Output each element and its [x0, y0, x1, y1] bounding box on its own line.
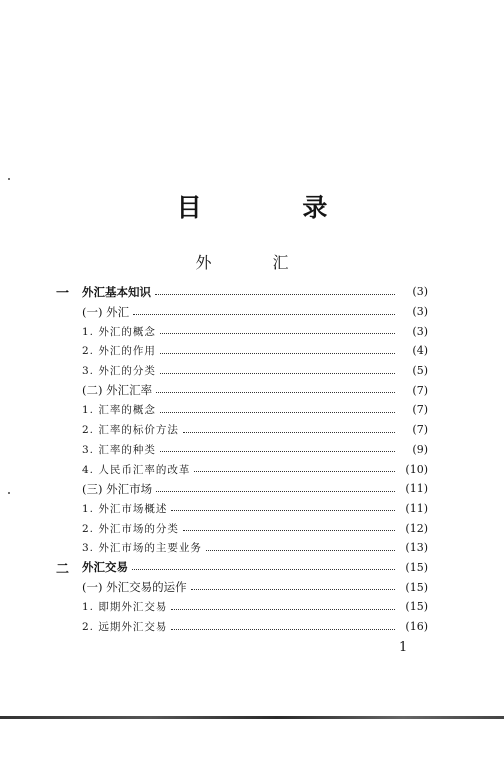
toc-entry-label: 外汇基本知识 [82, 284, 151, 299]
toc-entry-label: 3. 外汇市场的主要业务 [82, 542, 202, 555]
toc-entry [56, 341, 428, 361]
toc-page-ref: (3) [412, 324, 428, 338]
toc-page-ref: (10) [405, 462, 428, 476]
toc-entry-label: 1. 汇率的概念 [82, 404, 156, 417]
toc-entry-label: 1. 外汇的概念 [82, 325, 156, 338]
toc-page-ref: (11) [405, 482, 428, 496]
toc-page-ref: (4) [412, 344, 428, 358]
toc-entry-label: 1. 外汇市场概述 [82, 502, 168, 515]
toc-entry-label: 2. 汇率的标价方法 [82, 424, 179, 437]
toc-entry [56, 302, 428, 322]
toc-page-ref: (7) [412, 383, 428, 397]
toc-entry [56, 499, 428, 519]
toc-dot-leader [156, 491, 395, 492]
toc-dot-leader [133, 314, 395, 315]
toc-entry-label: 2. 外汇的作用 [82, 345, 156, 358]
toc-dot-leader [155, 294, 395, 295]
toc-entry [56, 617, 428, 637]
scan-speck [8, 492, 10, 494]
toc-page-ref: (12) [405, 521, 428, 535]
toc-page-ref: (15) [405, 560, 428, 574]
toc-dot-leader [171, 609, 395, 610]
toc-entry-label: (一) 外汇 [82, 304, 130, 319]
toc-entry [56, 420, 428, 440]
toc-entry-label: 外汇交易 [82, 560, 128, 575]
toc-page-ref: (16) [405, 620, 428, 634]
toc-page-ref: (9) [412, 442, 428, 456]
table-of-contents [56, 282, 428, 636]
toc-page-ref: (3) [412, 305, 428, 319]
toc-entry-label: 2. 外汇市场的分类 [82, 522, 179, 535]
toc-entry [56, 538, 428, 558]
toc-dot-leader [160, 373, 395, 374]
toc-dot-leader [160, 412, 395, 413]
toc-page-ref: (7) [412, 423, 428, 437]
toc-entry [56, 400, 428, 420]
toc-dot-leader [156, 392, 395, 393]
toc-entry [56, 479, 428, 499]
toc-dot-leader [194, 471, 395, 472]
page-number: 1 [399, 640, 408, 655]
toc-dot-leader [183, 432, 395, 433]
toc-entry [56, 440, 428, 460]
toc-page-ref: (3) [412, 285, 428, 299]
toc-page-ref: (7) [412, 403, 428, 417]
toc-entry [56, 321, 428, 341]
toc-entry [56, 282, 428, 302]
toc-dot-leader [171, 510, 395, 511]
toc-dot-leader [171, 629, 395, 630]
toc-entry-label: 3. 汇率的种类 [82, 443, 156, 456]
toc-page-ref: (11) [405, 501, 428, 515]
toc-entry [56, 558, 428, 578]
toc-entry [56, 597, 428, 617]
toc-dot-leader [160, 333, 395, 334]
toc-dot-leader [183, 530, 395, 531]
toc-entry-label: 3. 外汇的分类 [82, 365, 156, 378]
toc-entry-label: 1. 即期外汇交易 [82, 601, 168, 614]
toc-entry [56, 577, 428, 597]
scan-speck [8, 178, 10, 180]
toc-page-ref: (15) [405, 580, 428, 594]
toc-entry [56, 459, 428, 479]
toc-entry [56, 361, 428, 381]
toc-dot-leader [206, 550, 395, 551]
toc-entry-label: (二) 外汇汇率 [82, 383, 153, 398]
toc-dot-leader [160, 353, 395, 354]
toc-entry-label: 4. 人民币汇率的改革 [82, 463, 191, 476]
toc-entry-label: 2. 远期外汇交易 [82, 621, 168, 634]
toc-page-ref: (5) [412, 364, 428, 378]
toc-entry-label: (一) 外汇交易的运作 [82, 580, 187, 595]
page-title: 目 录 [176, 193, 374, 222]
toc-dot-leader [191, 589, 395, 590]
toc-entry [56, 518, 428, 538]
section-title: 外 汇 [195, 253, 317, 272]
scan-edge-stripe [0, 716, 504, 719]
toc-dot-leader [160, 451, 395, 452]
toc-entry-label: (三) 外汇市场 [82, 481, 153, 496]
toc-chapter-number: 二 [56, 561, 70, 577]
toc-entry [56, 380, 428, 400]
toc-dot-leader [132, 569, 395, 570]
toc-chapter-number: 一 [56, 286, 70, 302]
toc-page-ref: (13) [405, 541, 428, 555]
toc-page-ref: (15) [405, 600, 428, 614]
